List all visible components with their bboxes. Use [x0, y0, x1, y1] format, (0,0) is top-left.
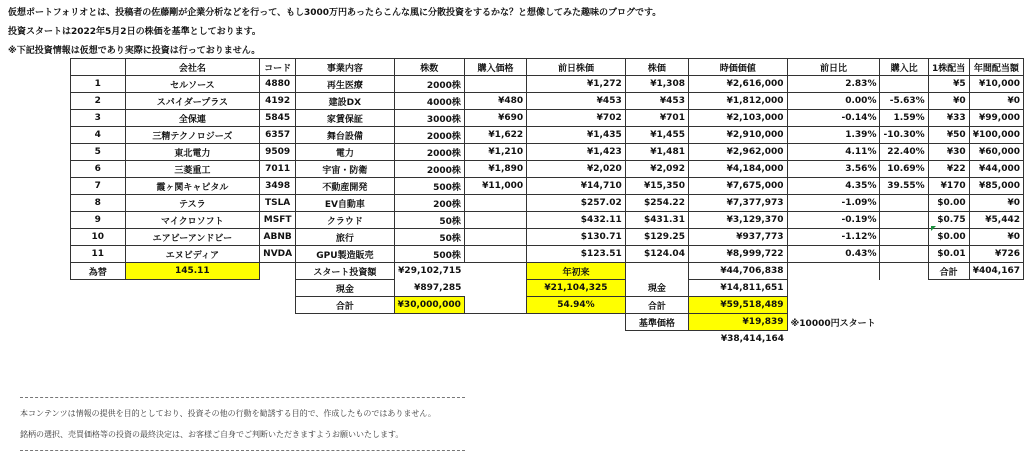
- buy-price: ¥1,622: [464, 127, 526, 144]
- header-annual-dividend: 年間配当額: [969, 59, 1023, 76]
- table-row: [71, 76, 1024, 93]
- table-row: [71, 144, 1024, 161]
- divider-bottom: [20, 450, 465, 451]
- company-name: マイクロソフト: [125, 212, 260, 229]
- extra-value: ¥38,414,164: [720, 334, 785, 345]
- company-name: 三菱重工: [125, 161, 260, 178]
- header-company: 会社名: [125, 59, 260, 76]
- row-number: 9: [71, 212, 126, 229]
- intro-line-2: 投資スタートは2022年5月2日の株価を基準としております。: [8, 27, 261, 37]
- current-price: ¥701: [625, 110, 688, 127]
- table-row: [71, 246, 1024, 263]
- ticker-code: 9509: [260, 144, 296, 161]
- summary-row-3: [71, 297, 1024, 314]
- market-value: ¥7,377,973: [688, 195, 787, 212]
- row-number: 1: [71, 76, 126, 93]
- ticker-code: 5845: [260, 110, 296, 127]
- share-count: 50株: [394, 229, 464, 246]
- business: 電力: [296, 144, 395, 161]
- dividend-total-label: 合計: [928, 263, 969, 280]
- table-header-row: [71, 59, 1024, 76]
- ticker-code: 3498: [260, 178, 296, 195]
- total2-label: 合計: [625, 297, 688, 314]
- dividend: $0.00: [928, 229, 969, 246]
- ticker-code: MSFT: [260, 212, 296, 229]
- base-price-note: ※10000円スタート: [790, 318, 876, 329]
- ticker-code: 7011: [260, 161, 296, 178]
- base-price-label: 基準価格: [625, 314, 688, 331]
- prev-price: ¥1,423: [527, 144, 626, 161]
- cell-comment-marker: [931, 226, 936, 231]
- company-name: テスラ: [125, 195, 260, 212]
- business: 再生医療: [296, 76, 395, 93]
- vs-buy: -10.30%: [880, 127, 928, 144]
- market-value: ¥2,616,000: [688, 76, 787, 93]
- market-value: ¥2,962,000: [688, 144, 787, 161]
- disclaimer: [20, 397, 470, 451]
- share-count: 2000株: [394, 161, 464, 178]
- share-count: 3000株: [394, 110, 464, 127]
- total-label: 合計: [296, 297, 395, 314]
- ticker-code: 6357: [260, 127, 296, 144]
- dividend: ¥170: [928, 178, 969, 195]
- share-count: 500株: [394, 178, 464, 195]
- cash-label: 現金: [296, 280, 395, 297]
- header-buy-price: 購入価格: [464, 59, 526, 76]
- dividend: $0.75: [928, 212, 969, 229]
- annual-dividend: ¥5,442: [969, 212, 1023, 229]
- share-count: 2000株: [394, 127, 464, 144]
- annual-dividend: ¥44,000: [969, 161, 1023, 178]
- divider-top: [20, 397, 465, 398]
- disclaimer-line-1: 本コンテンツは情報の提供を目的としており、投資その他の行動を勧誘する目的で、作成したものではありません。: [20, 409, 436, 418]
- market-value: ¥8,999,722: [688, 246, 787, 263]
- total2-value: ¥59,518,489: [688, 297, 787, 314]
- business: GPU製造販売: [296, 246, 395, 263]
- dividend: ¥22: [928, 161, 969, 178]
- table-row: [71, 229, 1024, 246]
- business: 不動産開発: [296, 178, 395, 195]
- fx-label: 為替: [71, 263, 126, 280]
- row-number: 2: [71, 93, 126, 110]
- company-name: 東北電力: [125, 144, 260, 161]
- ticker-code: TSLA: [260, 195, 296, 212]
- intro-line-3: ※下記投資情報は仮想であり実際に投資は行っておりません。: [8, 46, 261, 56]
- day-change: 0.43%: [787, 246, 880, 263]
- header-vs-buy: 購入比: [880, 59, 928, 76]
- share-count: 200株: [394, 195, 464, 212]
- ytd-value: ¥21,104,325: [527, 280, 626, 297]
- table-body: [71, 76, 1024, 263]
- dividend: ¥33: [928, 110, 969, 127]
- buy-price: ¥690: [464, 110, 526, 127]
- market-value: ¥4,184,000: [688, 161, 787, 178]
- annual-dividend: ¥0: [969, 93, 1023, 110]
- business: 旅行: [296, 229, 395, 246]
- day-change: 4.11%: [787, 144, 880, 161]
- business: 建設DX: [296, 93, 395, 110]
- summary-row-2: [71, 280, 1024, 297]
- dividend: ¥0: [928, 93, 969, 110]
- table-row: [71, 93, 1024, 110]
- row-number: 3: [71, 110, 126, 127]
- annual-dividend: ¥99,000: [969, 110, 1023, 127]
- current-price: ¥1,455: [625, 127, 688, 144]
- vs-buy: [880, 76, 928, 93]
- market-value: ¥2,910,000: [688, 127, 787, 144]
- company-name: エアビーアンドビー: [125, 229, 260, 246]
- buy-price: ¥11,000: [464, 178, 526, 195]
- vs-buy: 1.59%: [880, 110, 928, 127]
- row-number: 6: [71, 161, 126, 178]
- summary-row-1: [71, 263, 1024, 280]
- prev-price: ¥2,020: [527, 161, 626, 178]
- business: 宇宙・防衛: [296, 161, 395, 178]
- header-prev-price: 前日株価: [527, 59, 626, 76]
- ticker-code: NVDA: [260, 246, 296, 263]
- summary-row-5: [71, 331, 1024, 348]
- header-code: コード: [260, 59, 296, 76]
- prev-price: $123.51: [527, 246, 626, 263]
- current-price: ¥1,308: [625, 76, 688, 93]
- day-change: 2.83%: [787, 76, 880, 93]
- share-count: 2000株: [394, 144, 464, 161]
- buy-price: [464, 246, 526, 263]
- day-change: 4.35%: [787, 178, 880, 195]
- day-change: 1.39%: [787, 127, 880, 144]
- company-name: 三精テクノロジーズ: [125, 127, 260, 144]
- share-count: 50株: [394, 212, 464, 229]
- share-count: 500株: [394, 246, 464, 263]
- current-price: ¥15,350: [625, 178, 688, 195]
- ytd-percent: 54.94%: [527, 297, 626, 314]
- vs-buy: [880, 229, 928, 246]
- buy-price: [464, 212, 526, 229]
- buy-price: ¥1,210: [464, 144, 526, 161]
- dividend: ¥50: [928, 127, 969, 144]
- market-value: ¥7,675,000: [688, 178, 787, 195]
- dividend: ¥30: [928, 144, 969, 161]
- prev-price: $130.71: [527, 229, 626, 246]
- market-value: ¥937,773: [688, 229, 787, 246]
- header-no: [71, 59, 126, 76]
- current-price: $254.22: [625, 195, 688, 212]
- buy-price: [464, 195, 526, 212]
- cash2-value: ¥14,811,651: [688, 280, 787, 297]
- header-shares: 株数: [394, 59, 464, 76]
- intro-text: [8, 4, 661, 61]
- current-price: ¥1,481: [625, 144, 688, 161]
- prev-price: ¥1,435: [527, 127, 626, 144]
- day-change: -1.12%: [787, 229, 880, 246]
- annual-dividend: ¥10,000: [969, 76, 1023, 93]
- day-change: -0.14%: [787, 110, 880, 127]
- business: クラウド: [296, 212, 395, 229]
- table-row: [71, 212, 1024, 229]
- start-investment-label: スタート投資額: [296, 263, 395, 280]
- prev-price: $432.11: [527, 212, 626, 229]
- summary-section: [71, 263, 1024, 348]
- current-price: ¥2,092: [625, 161, 688, 178]
- buy-price: [464, 229, 526, 246]
- annual-dividend: ¥85,000: [969, 178, 1023, 195]
- current-price: ¥453: [625, 93, 688, 110]
- table-row: [71, 110, 1024, 127]
- row-number: 10: [71, 229, 126, 246]
- buy-price: ¥1,890: [464, 161, 526, 178]
- company-name: エヌビディア: [125, 246, 260, 263]
- header-market-value: 時価価値: [688, 59, 787, 76]
- current-price: $124.04: [625, 246, 688, 263]
- vs-buy: 22.40%: [880, 144, 928, 161]
- fx-value: 145.11: [125, 263, 260, 280]
- header-day-change: 前日比: [787, 59, 880, 76]
- day-change: 0.00%: [787, 93, 880, 110]
- company-name: 全保連: [125, 110, 260, 127]
- total-value: ¥30,000,000: [394, 297, 464, 314]
- cash-value: ¥897,285: [414, 282, 462, 293]
- prev-price: $257.02: [527, 195, 626, 212]
- business: EV自動車: [296, 195, 395, 212]
- current-price: $431.31: [625, 212, 688, 229]
- base-price-value: ¥19,839: [688, 314, 787, 331]
- day-change: -0.19%: [787, 212, 880, 229]
- prev-price: ¥14,710: [527, 178, 626, 195]
- ticker-code: 4880: [260, 76, 296, 93]
- dividend: $0.01: [928, 246, 969, 263]
- vs-buy: [880, 195, 928, 212]
- disclaimer-line-2: 銘柄の選択、売買価格等の投資の最終決定は、お客様ご自身でご判断いただきますようお願いいたします。: [20, 430, 404, 439]
- market-value-total: ¥44,706,838: [688, 263, 787, 280]
- row-number: 4: [71, 127, 126, 144]
- business: 家賃保証: [296, 110, 395, 127]
- header-business: 事業内容: [296, 59, 395, 76]
- row-number: 8: [71, 195, 126, 212]
- summary-row-4: [71, 314, 1024, 331]
- company-name: スパイダープラス: [125, 93, 260, 110]
- annual-dividend: ¥726: [969, 246, 1023, 263]
- dividend: $0.00: [928, 195, 969, 212]
- market-value: ¥2,103,000: [688, 110, 787, 127]
- header-price: 株価: [625, 59, 688, 76]
- prev-price: ¥702: [527, 110, 626, 127]
- company-name: セルソース: [125, 76, 260, 93]
- row-number: 5: [71, 144, 126, 161]
- market-value: ¥3,129,370: [688, 212, 787, 229]
- company-name: 霞ヶ関キャピタル: [125, 178, 260, 195]
- buy-price: [464, 76, 526, 93]
- annual-dividend: ¥0: [969, 229, 1023, 246]
- cash2-label: 現金: [647, 284, 666, 295]
- vs-buy: 39.55%: [880, 178, 928, 195]
- day-change: 3.56%: [787, 161, 880, 178]
- table-row: [71, 161, 1024, 178]
- start-investment-value: ¥29,102,715: [394, 263, 464, 280]
- current-price: $129.25: [625, 229, 688, 246]
- prev-price: ¥1,272: [527, 76, 626, 93]
- table-row: [71, 178, 1024, 195]
- buy-price: ¥480: [464, 93, 526, 110]
- share-count: 4000株: [394, 93, 464, 110]
- annual-dividend: ¥0: [969, 195, 1023, 212]
- day-change: -1.09%: [787, 195, 880, 212]
- portfolio-table: [70, 58, 1024, 348]
- ytd-label: 年初来: [527, 263, 626, 280]
- prev-price: ¥453: [527, 93, 626, 110]
- business: 舞台設備: [296, 127, 395, 144]
- dividend: ¥5: [928, 76, 969, 93]
- table-row: [71, 195, 1024, 212]
- table-row: [71, 127, 1024, 144]
- market-value: ¥1,812,000: [688, 93, 787, 110]
- dividend-total-value: ¥404,167: [969, 263, 1023, 280]
- vs-buy: -5.63%: [880, 93, 928, 110]
- annual-dividend: ¥100,000: [969, 127, 1023, 144]
- vs-buy: 10.69%: [880, 161, 928, 178]
- vs-buy: [880, 212, 928, 229]
- row-number: 7: [71, 178, 126, 195]
- ticker-code: ABNB: [260, 229, 296, 246]
- share-count: 2000株: [394, 76, 464, 93]
- intro-line-1: 仮想ポートフォリオとは、投稿者の佐藤剛が企業分析などを行って、もし3000万円あったらこんな風に分散投資をするかな？と想像してみた趣味のブログです。: [8, 8, 662, 18]
- annual-dividend: ¥60,000: [969, 144, 1023, 161]
- vs-buy: [880, 246, 928, 263]
- ticker-code: 4192: [260, 93, 296, 110]
- header-dividend: 1株配当: [928, 59, 969, 76]
- row-number: 11: [71, 246, 126, 263]
